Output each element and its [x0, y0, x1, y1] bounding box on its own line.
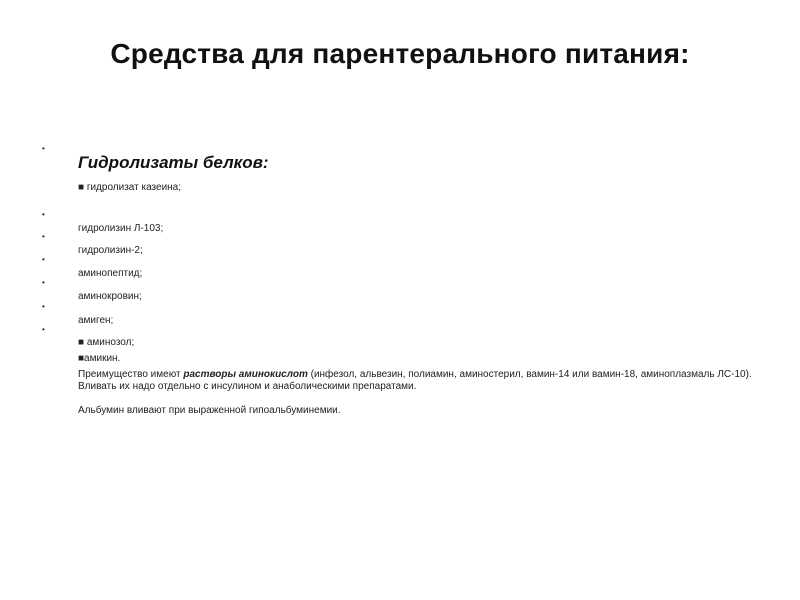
list-item	[38, 211, 758, 233]
bullet-dot: •	[42, 302, 45, 311]
bullet-dot: •	[42, 255, 45, 264]
bullet-dot: •	[42, 325, 45, 334]
list-item	[38, 326, 758, 348]
paragraph-advantage	[38, 369, 758, 393]
paragraph-advantage-end: (инфезол, альвезин, полиамин, аминостерил, вамин-14 или вамин-18, аминоплазмаль ЛС-10). Вливать их надо отдельно с инсулином и анаболическими препаратами.	[78, 369, 752, 392]
slide-title: Средства для парентерального питания:	[110, 38, 690, 69]
list-item	[38, 279, 758, 303]
line-amigen: амиген;	[78, 315, 114, 326]
line-aminozol: ■ аминозол;	[78, 337, 135, 348]
paragraph-advantage-start: Преимущество имеют	[78, 369, 184, 380]
list-text-amikin	[38, 352, 758, 369]
paragraph-advantage-emphasis: растворы аминокислот	[183, 369, 308, 380]
bullet-dot: •	[42, 278, 45, 287]
bullet-dot: •	[42, 232, 45, 241]
line-aminokrovin: аминокровин;	[78, 291, 142, 302]
line-aminopeptid: аминопептид;	[78, 268, 143, 279]
list-item	[38, 233, 758, 256]
bullet-dot: •	[42, 144, 45, 153]
line-hydrolysin-l103: гидролизин Л-103;	[78, 223, 164, 234]
slide-content	[38, 135, 758, 417]
bullet-dot: •	[42, 210, 45, 219]
list-item	[38, 256, 758, 279]
paragraph-albumin: Альбумин вливают при выраженной гипоальбуминемии.	[78, 405, 341, 416]
list-item-heading	[38, 135, 758, 181]
line-amikin: ■амикин.	[78, 353, 121, 364]
list-item	[38, 303, 758, 326]
line-hydrolysin-2: гидролизин-2;	[78, 245, 143, 256]
subheading: Гидролизаты белков:	[78, 153, 269, 172]
line-casein: ■ гидролизат казеина;	[78, 182, 182, 193]
list-text-casein	[38, 181, 758, 211]
